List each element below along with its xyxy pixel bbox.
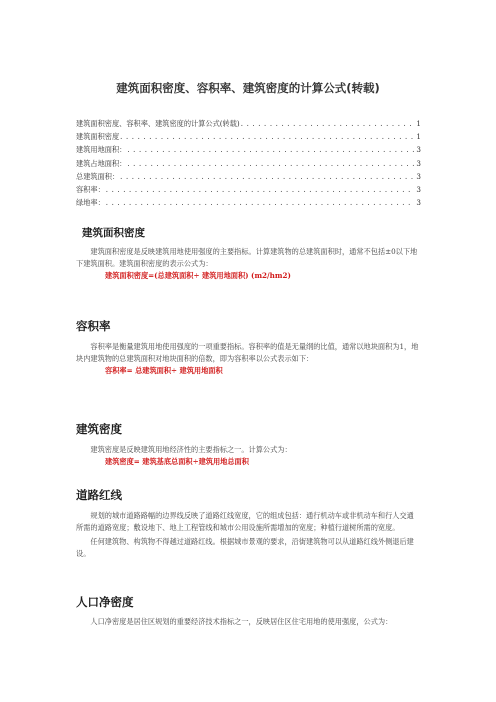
toc-entry[interactable] [76, 145, 421, 158]
toc-entry-page: 3 [416, 198, 421, 208]
toc-entry-label: 建筑用地面积： [76, 145, 127, 155]
table-of-contents [76, 119, 421, 211]
toc-entry-label: 绿地率： [76, 198, 105, 208]
toc-entry-page: 3 [416, 145, 421, 155]
toc-entry-label: 容积率： [76, 184, 105, 194]
toc-leader-dots [119, 133, 414, 141]
toc-entry[interactable] [76, 119, 421, 132]
toc-entry-label: 建筑面积密度、容积率、建筑密度的计算公式(转载) [76, 119, 240, 128]
section-heading: 道路红线 [76, 488, 122, 502]
section-heading: 建筑密度 [76, 422, 122, 436]
section-road-red-line [76, 490, 421, 560]
toc-leader-dots [119, 173, 414, 181]
section-heading: 人口净密度 [76, 595, 134, 609]
toc-leader-dots [126, 146, 414, 154]
toc-entry-page: 3 [416, 171, 421, 181]
toc-leader-dots [126, 160, 414, 168]
toc-entry-page: 1 [416, 132, 421, 142]
toc-entry-label: 建筑面积密度 [76, 132, 120, 142]
toc-entry-label: 总建筑面积： [76, 171, 120, 181]
section-heading: 建筑面积密度 [82, 227, 145, 239]
section-floor-area-ratio [76, 321, 421, 377]
section-paragraph: 规划的城市道路路幅的边界线反映了道路红线宽度，它的组成包括：通行机动车或非机动车和行人交通所需的道路宽度；敷设地下、地上工程管线和城市公用设施所需增加的宽度；种植行道树所需的宽度。 [76, 510, 414, 532]
formula: 建筑密度= 建筑基底总面积÷建筑用地总面积 [105, 456, 249, 466]
formula: 建筑面积密度=(总建筑面积÷ 建筑用地面积) (m2/hm2) [105, 270, 291, 280]
document-title: 建筑面积密度、容积率、建筑密度的计算公式(转载) [116, 81, 380, 95]
toc-entry[interactable] [76, 159, 421, 172]
section-paragraph: 建筑面积密度是反映建筑用地使用强度的主要指标。计算建筑物的总建筑面积时，通常不包括±0以下地下建筑面积。建筑面积密度的表示公式为： [76, 246, 418, 268]
toc-entry-page: 3 [416, 184, 421, 194]
section-paragraph: 任何建筑物、构筑物不得越过道路红线。根据城市景观的要求，沿街建筑物可以从道路红线外侧退后建设。 [76, 536, 414, 558]
section-paragraph: 容积率是衡量建筑用地使用强度的一项重要指标。容积率的值是无量纲的比值，通常以地块面积为1，地块内建筑物的总建筑面积对地块面积的倍数，即为容积率以公式表示如下： [76, 341, 419, 363]
toc-entry[interactable] [76, 185, 421, 198]
toc-entry-page: 1 [416, 119, 421, 128]
toc-entry[interactable] [76, 172, 421, 185]
section-building-coverage [76, 424, 421, 468]
section-building-area-density [76, 228, 421, 282]
toc-leader-dots [105, 199, 415, 207]
formula: 容积率= 总建筑面积÷ 建筑用地面积 [105, 365, 223, 375]
toc-leader-dots [240, 120, 415, 128]
toc-entry[interactable] [76, 198, 421, 211]
toc-entry-page: 3 [416, 158, 421, 168]
toc-leader-dots [105, 186, 415, 194]
section-net-population-density [76, 597, 421, 628]
toc-entry-label: 建筑占地面积： [76, 158, 127, 168]
section-paragraph: 建筑密度是反映建筑用地经济性的主要指标之一。计算公式为： [90, 444, 292, 454]
section-paragraph: 人口净密度是居住区规划的重要经济技术指标之一，反映居住区住宅用地的使用强度，公式为： [90, 616, 393, 626]
toc-entry[interactable] [76, 132, 421, 145]
section-heading: 容积率 [76, 319, 111, 333]
